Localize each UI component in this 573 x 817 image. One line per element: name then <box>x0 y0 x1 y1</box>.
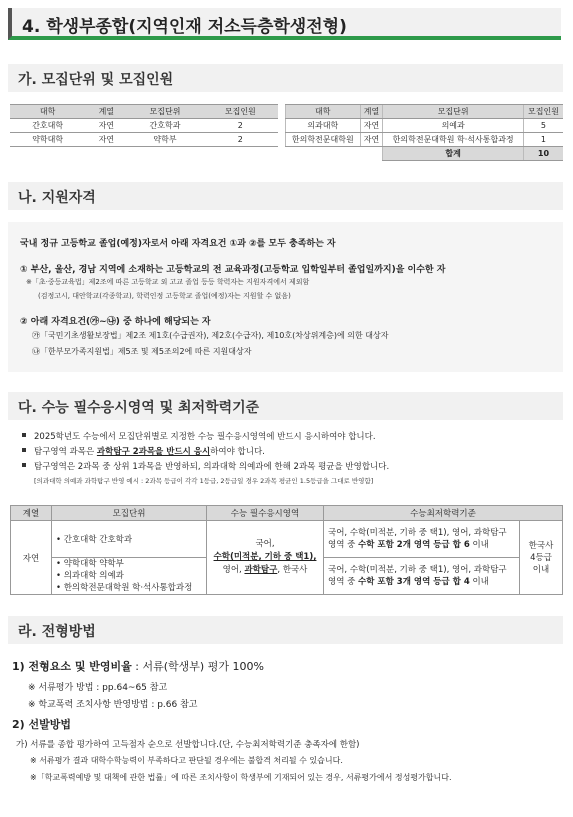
list-item <box>20 460 389 475</box>
col-header-college: 대학 <box>10 105 85 119</box>
cell-unit: 약학부 <box>127 133 202 147</box>
section-title-method: 라. 전형방법 <box>18 624 96 640</box>
required-line <box>209 564 321 577</box>
method-note-2: ※ 학교폭력 조치사항 반영방법 : p.66 참고 <box>28 700 198 710</box>
col-header-required: 수능 필수응시영역 <box>207 506 324 521</box>
method-selection-2: ※ 서류평가 결과 대학수학능력이 부족하다고 판단될 경우에는 불합격 처리될 수 있습니다. <box>30 756 343 765</box>
table-row <box>10 133 278 147</box>
cell-series: 자연 <box>11 521 52 595</box>
cell-count: 2 <box>203 119 278 133</box>
cell-college: 의과대학 <box>286 119 361 133</box>
total-label: 합계 <box>383 147 524 161</box>
minimum-bold: 수학 포함 3개 영역 등급 합 4 <box>358 577 470 587</box>
page-title-bar <box>8 8 561 40</box>
cell-college: 약학대학 <box>10 133 85 147</box>
minimum-line: 국어, 수학(미적분, 기하 중 택1), 영어, 과학탐구 <box>328 565 507 575</box>
eligibility-note: ※「초·중등교육법」제2조에 따른 고등학교 외 고교 졸업 등등 학력자는 지원자격에서 제외함 <box>26 278 310 286</box>
cell-series: 자연 <box>85 133 127 147</box>
cell-series: 자연 <box>85 119 127 133</box>
bullet-text: 탐구영역은 2과목 중 상위 1과목을 반영하되, 의과대학 의예과에 한해 2과목 평균을 반영합니다. <box>34 462 390 472</box>
table-row <box>11 521 563 558</box>
minimum-text: 영역 중 <box>328 540 359 550</box>
section-title-csat: 다. 수능 필수응시영역 및 최저학력기준 <box>18 400 260 416</box>
cell-series: 자연 <box>360 133 383 147</box>
history-line: 4등급 <box>530 552 552 563</box>
quota-table-right <box>285 104 563 161</box>
eligibility-condition-1: ① 부산, 울산, 경남 지역에 소재하는 고등학교의 전 교육과정(고등학교 입학일부터 졸업일까지)을 이수한 자 <box>20 265 446 275</box>
section-title-quota: 가. 모집단위 및 모집인원 <box>18 72 174 88</box>
bullet-text: 2025학년도 수능에서 모집단위별로 지정한 수능 필수응시영역에 반드시 응시하여야 합니다. <box>34 432 376 442</box>
table-row <box>10 119 278 133</box>
eligibility-box <box>8 222 563 372</box>
total-row <box>286 147 564 161</box>
cell-count: 1 <box>523 133 563 147</box>
total-value: 10 <box>523 147 563 161</box>
cell-unit <box>52 558 207 595</box>
bullet-underline: 과학탐구 2과목을 반드시 응시 <box>96 447 211 457</box>
method-heading-value: : 서류(학생부) 평가 100% <box>131 660 264 673</box>
bullet-text: 탐구영역 과목은 <box>34 447 97 457</box>
col-header-count: 모집인원 <box>523 105 563 119</box>
table-row <box>286 119 564 133</box>
csat-table <box>10 505 563 595</box>
method-heading-1 <box>12 658 264 674</box>
cell-college: 한의학전문대학원 <box>286 133 361 147</box>
section-header-csat <box>8 392 563 420</box>
minimum-text: 이내 <box>469 540 489 550</box>
col-header-college: 대학 <box>286 105 361 119</box>
quota-table-left <box>10 104 278 147</box>
cell-count: 2 <box>203 133 278 147</box>
minimum-line <box>328 539 517 551</box>
eligibility-condition-2b: ㉯「한부모가족지원법」제5조 및 제5조의2에 따른 지원대상자 <box>32 347 252 356</box>
history-line: 한국사 <box>528 540 554 551</box>
cell-unit: 간호학과 <box>127 119 202 133</box>
minimum-text: 영역 중 <box>328 577 359 587</box>
required-line: 수학(미적분, 기하 중 택1), <box>213 552 317 562</box>
minimum-text: 이내 <box>469 577 489 587</box>
cell-series: 자연 <box>360 119 383 133</box>
cell-minimum <box>324 558 520 595</box>
eligibility-intro: 국내 정규 고등학교 졸업(예정)자로서 아래 자격요건 ①과 ②를 모두 충족하는 자 <box>20 239 336 249</box>
col-header-series: 계열 <box>360 105 383 119</box>
required-text: 영어, <box>222 565 245 575</box>
cell-unit: 의예과 <box>383 119 524 133</box>
method-note-1: ※ 서류평가 방법 : pp.64~65 참고 <box>28 683 168 693</box>
history-line: 이내 <box>532 564 550 575</box>
minimum-line: 국어, 수학(미적분, 기하 중 택1), 영어, 과학탐구 <box>328 528 507 538</box>
minimum-line <box>328 576 517 588</box>
method-selection-1: 가) 서류를 종합 평가하여 고득점자 순으로 선발합니다.(단, 수능최저학력기준 충족자에 한함) <box>16 740 360 750</box>
eligibility-note-2: (검정고시, 대안학교(각종학교), 학력인정 고등학교 졸업(예정)자는 지원할 수 없음) <box>38 292 291 300</box>
cell-unit: 한의학전문대학원 학·석사통합과정 <box>383 133 524 147</box>
col-header-series: 계열 <box>11 506 52 521</box>
unit-line: • 한의학전문대학원 학·석사통합과정 <box>56 583 193 593</box>
section-header-quota <box>8 64 563 92</box>
cell-required <box>207 521 324 595</box>
section-header-method <box>8 616 563 644</box>
col-header-unit: 모집단위 <box>127 105 202 119</box>
method-heading-2: 2) 선발방법 <box>12 718 72 731</box>
cell-korean-history <box>520 521 563 595</box>
required-line: 국어, <box>255 539 275 549</box>
required-text: , 한국사 <box>277 565 308 575</box>
list-item <box>20 445 389 460</box>
col-header-count: 모집인원 <box>203 105 278 119</box>
cell-college: 간호대학 <box>10 119 85 133</box>
minimum-bold: 수학 포함 2개 영역 등급 합 6 <box>358 540 470 550</box>
eligibility-condition-2: ② 아래 자격요건(㉮~㉯) 중 하나에 해당되는 자 <box>20 317 211 327</box>
col-header-series: 계열 <box>85 105 127 119</box>
cell-unit: • 간호대학 간호학과 <box>52 521 207 558</box>
csat-bullet-list <box>20 430 389 475</box>
unit-line: • 의과대학 의예과 <box>56 571 124 581</box>
csat-example-note: [의과대학 의예과 과학탐구 반영 예시 : 2과목 등급이 각각 1등급, 2등급일 경우 2과목 평균인 1.5등급을 그대로 반영함] <box>34 477 374 485</box>
unit-line: • 약학대학 약학부 <box>56 559 124 569</box>
bullet-text: 하여야 합니다. <box>210 447 265 457</box>
col-header-unit: 모집단위 <box>383 105 524 119</box>
col-header-minimum: 수능최저학력기준 <box>324 506 563 521</box>
cell-minimum <box>324 521 520 558</box>
eligibility-condition-2a: ㉮「국민기초생활보장법」제2조 제1호(수급권자), 제2호(수급자), 제10호(차상위계층)에 의한 대상자 <box>32 331 389 340</box>
cell-count: 5 <box>523 119 563 133</box>
method-heading-text: 1) 전형요소 및 반영비율 <box>12 660 132 673</box>
section-title-eligibility: 나. 지원자격 <box>18 190 96 206</box>
required-underline: 과학탐구 <box>244 565 278 575</box>
page-title: 4. 학생부종합(지역인재 저소득층학생전형) <box>22 17 347 37</box>
col-header-unit: 모집단위 <box>52 506 207 521</box>
table-row <box>286 133 564 147</box>
method-selection-3: ※「학교폭력예방 및 대책에 관한 법률」에 따른 조치사항이 학생부에 기재되어 있는 경우, 서류평가에서 정성평가합니다. <box>30 773 452 782</box>
list-item <box>20 430 389 445</box>
section-header-eligibility <box>8 182 563 210</box>
